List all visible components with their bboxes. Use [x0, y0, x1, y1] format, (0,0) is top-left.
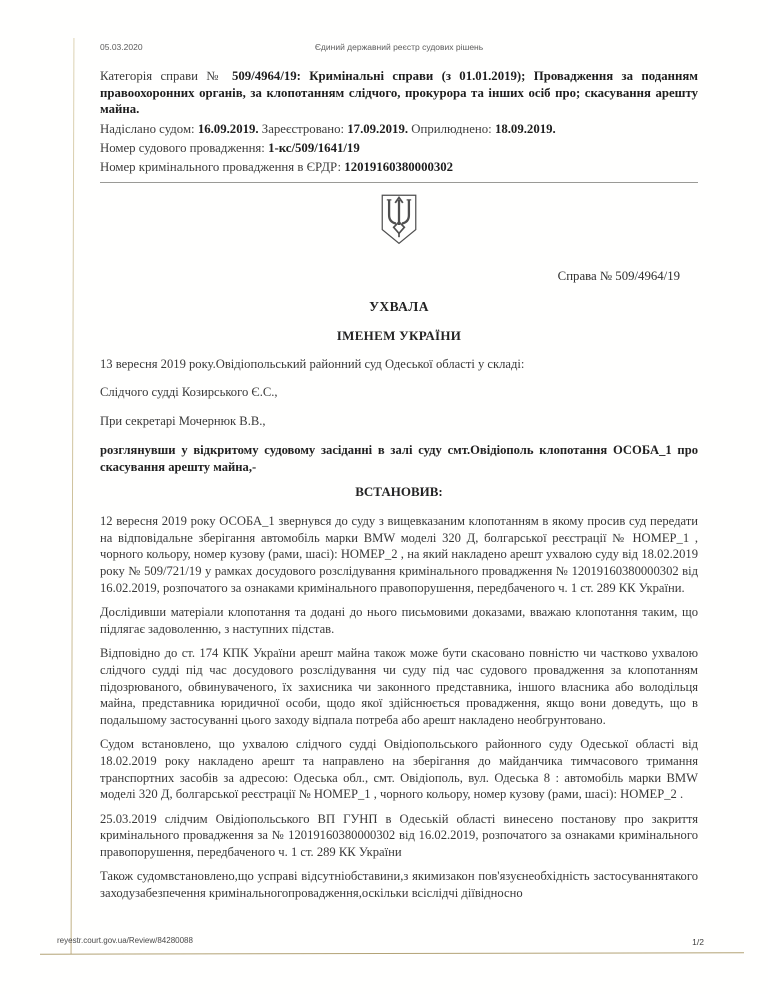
secretary-line: При секретарі Мочернюк В.В., [100, 413, 266, 428]
ruling-title: УХВАЛА [369, 298, 429, 314]
case-category-line [100, 68, 698, 118]
header-divider [100, 182, 698, 183]
case-meta-block [100, 68, 698, 175]
registered-label: Зареєстровано: [258, 121, 348, 136]
case-category-value: 509/4964/19: Кримінальні справи (з 01.01.2019); Провадження за поданням правоохоронних органів, за клопотанням слідчого, прокурора та інших осіб про; скасування арешту майна. [100, 69, 698, 116]
case-category-label: Категорія справи № [100, 69, 232, 83]
paper-left-edge [71, 38, 75, 954]
established-heading: ВСТАНОВИВ: [355, 484, 443, 500]
erdr-label: Номер кримінального провадження в ЄРДР: [100, 159, 345, 174]
court-composition-intro: 13 вересня 2019 року.Овідіопольський районний суд Одеської області у складі: [100, 356, 525, 371]
judge-line: Слідчого судді Козирського Є.С., [100, 385, 278, 399]
document-content [100, 42, 698, 902]
registry-title: Єдиний державний реєстр судових рішень [314, 42, 484, 52]
ruling-paragraph: Відповідно до ст. 174 КПК України арешт майна також може бути скасовано повністю чи частково ухвалою слідчого судді під час досудового розслідування чи суду під час судового провадження за клопотанням підозрюваного, обвинуваченого, їх захисника чи законного представника, іншого власника або володільця майна, представника юридичної особи, щодо якої здійснюється провадження, якщо вони доведуть, що в подальшому застосуванні цього заходу відпала потреба або арешт накладено необгрунтовано. [100, 646, 698, 727]
footer-url: reyestr.court.gov.ua/Review/84280088 [57, 936, 193, 945]
sent-label: Надіслано судом: [100, 121, 198, 136]
print-date: 05.03.2020 [100, 42, 143, 52]
ruling-paragraph: 25.03.2019 слідчим Овідіопольського ВП ГУНП в Одеській області винесено постанову про закриття кримінального провадження за № 12019160380000302 від 16.02.2019, розпочатого за ознаками кримінального правопорушення, передбаченого ч. 1 ст. 289 КК України [100, 811, 698, 859]
court-proceeding-label: Номер судового провадження: [100, 140, 269, 155]
sent-date: 16.09.2019. [197, 121, 259, 136]
ruling-paragraph: Також судомвстановлено,що усправі відсутніобставини,з якимизакон пов'язуєнеобхідність застосуваннятакого заходузабезпечення кримінальногопровадження,оскільки всіслідчі діївідносно [100, 869, 698, 901]
ruling-subtitle: ІМЕНЕМ УКРАЇНИ [336, 327, 462, 343]
page-indicator: 1/2 [692, 937, 704, 947]
erdr-number: 12019160380000302 [344, 159, 454, 174]
court-proceeding-line [100, 140, 698, 156]
paper-bottom-edge [40, 952, 744, 954]
ruling-paragraph: Дослідивши матеріали клопотання та додані до нього письмовими доказами, вважаю клопотання таким, що підлягає задоволенню, з наступних підстав. [100, 605, 698, 636]
ukraine-coat-of-arms-icon [376, 193, 422, 257]
ruling-paragraph: Судом встановлено, що ухвалою слідчого судді Овідіопольського районного суду Одеської області від 18.02.2019 року накладено арешт та направлено на зберігання до майданчика тимчасового тримання транспортних засобів за адресою: Одеська обл., смт. Овідіополь, вул. Одеська 8 : автомобіль марки BMW моделі 320 Д, болгарської реєстрації № НОМЕР_1 , чорного кольору, номер кузову (рами, шасі): НОМЕР_2 . [100, 737, 698, 802]
print-header [100, 42, 698, 52]
registered-date: 17.09.2019. [347, 121, 409, 136]
published-label: Оприлюднено: [408, 121, 495, 136]
erdr-line [100, 159, 698, 175]
case-reference: Справа № 509/4964/19 [557, 268, 680, 283]
dates-line [100, 121, 698, 137]
court-proceeding-number: 1-кс/509/1641/19 [268, 140, 360, 155]
published-date: 18.09.2019. [494, 121, 556, 136]
ruling-paragraph: 12 вересня 2019 року ОСОБА_1 звернувся до суду з вищевказаним клопотанням в якому просив суд передати на відповідальне зберігання автомобіль марки BMW моделі 320 Д, болгарської реєстрації № НОМЕР_1 , чорного кольору, номер кузову (рами, шасі): НОМЕР_2 , на який накладено арешт ухвалою суду від 18.02.2019 року № 509/721/19 у рамках досудового розслідування кримінального провадження № 12019160380000302 від 16.02.2019, розпочатого за ознаками кримінального правопорушення, передбаченого ч. 1 ст. 289 КК України. [100, 514, 698, 595]
hearing-statement: розглянувши у відкритому судовому засіданні в залі суду смт.Овідіополь клопотання ОСОБА_1 про скасування арешту майна,- [100, 443, 698, 474]
